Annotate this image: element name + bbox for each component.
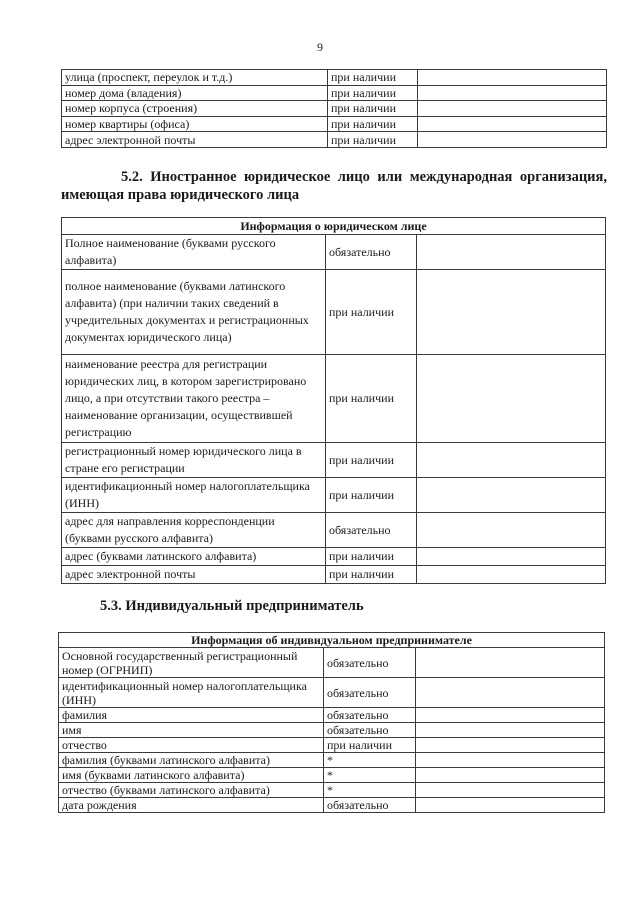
requirement: при наличии <box>328 70 418 86</box>
field-label: фамилия (буквами латинского алфавита) <box>59 753 324 768</box>
field-label: отчество (буквами латинского алфавита) <box>59 783 324 798</box>
table-row <box>62 116 607 132</box>
requirement: при наличии <box>326 478 417 513</box>
field-label: адрес для направления корреспонденции (буквами русского алфавита) <box>62 513 326 548</box>
requirement: обязательно <box>324 798 416 813</box>
value-cell[interactable] <box>417 478 606 513</box>
table-row <box>59 678 605 708</box>
field-label: адрес (буквами латинского алфавита) <box>62 548 326 566</box>
table-row <box>62 270 606 355</box>
field-label: идентификационный номер налогоплательщика (ИНН) <box>59 678 324 708</box>
field-label: номер корпуса (строения) <box>62 101 328 117</box>
value-cell[interactable] <box>417 548 606 566</box>
value-cell[interactable] <box>417 443 606 478</box>
table-row <box>59 648 605 678</box>
requirement: при наличии <box>328 85 418 101</box>
field-label: фамилия <box>59 708 324 723</box>
value-cell[interactable] <box>417 566 606 584</box>
value-cell[interactable] <box>416 798 605 813</box>
field-label: номер дома (владения) <box>62 85 328 101</box>
table-row <box>62 355 606 443</box>
value-cell[interactable] <box>416 768 605 783</box>
value-cell[interactable] <box>418 132 607 148</box>
field-label: дата рождения <box>59 798 324 813</box>
table-row <box>62 548 606 566</box>
field-label: имя <box>59 723 324 738</box>
requirement: при наличии <box>326 355 417 443</box>
value-cell[interactable] <box>417 513 606 548</box>
value-cell[interactable] <box>416 783 605 798</box>
table-header-row <box>59 633 605 648</box>
value-cell[interactable] <box>418 85 607 101</box>
legal-entity-table <box>61 217 606 584</box>
value-cell[interactable] <box>417 355 606 443</box>
requirement: при наличии <box>328 132 418 148</box>
table-row <box>62 85 607 101</box>
table-row <box>62 443 606 478</box>
requirement: * <box>324 783 416 798</box>
table-row <box>62 566 606 584</box>
field-label: Полное наименование (буквами русского алфавита) <box>62 235 326 270</box>
table-row <box>59 738 605 753</box>
table-row <box>59 708 605 723</box>
value-cell[interactable] <box>416 708 605 723</box>
requirement: обязательно <box>326 513 417 548</box>
table-row <box>62 235 606 270</box>
field-label: наименование реестра для регистрации юридических лиц, в котором зарегистрировано лицо, а при отсутствии такого реестра – наименование организации, осуществившей регистрацию <box>62 355 326 443</box>
table-row <box>59 798 605 813</box>
requirement: обязательно <box>324 723 416 738</box>
entrepreneur-table <box>58 632 605 813</box>
section-5-2-heading: 5.2. Иностранное юридическое лицо или международная организация, имеющая права юридического лица <box>61 169 607 203</box>
field-label: Основной государственный регистрационный номер (ОГРНИП) <box>59 648 324 678</box>
field-label: улица (проспект, переулок и т.д.) <box>62 70 328 86</box>
requirement: обязательно <box>326 235 417 270</box>
table-row <box>62 132 607 148</box>
requirement: при наличии <box>324 738 416 753</box>
address-continued-table <box>61 69 607 148</box>
value-cell[interactable] <box>416 738 605 753</box>
table-row <box>62 70 607 86</box>
section-5-3-heading: 5.3. Индивидуальный предприниматель <box>100 598 364 614</box>
table-row <box>59 783 605 798</box>
requirement: * <box>324 768 416 783</box>
field-label: адрес электронной почты <box>62 566 326 584</box>
value-cell[interactable] <box>417 270 606 355</box>
value-cell[interactable] <box>418 70 607 86</box>
value-cell[interactable] <box>416 678 605 708</box>
page-number: 9 <box>317 40 323 54</box>
value-cell[interactable] <box>416 753 605 768</box>
field-label: регистрационный номер юридического лица в стране его регистрации <box>62 443 326 478</box>
requirement: обязательно <box>324 648 416 678</box>
value-cell[interactable] <box>416 723 605 738</box>
requirement: при наличии <box>326 443 417 478</box>
table-header: Информация о юридическом лице <box>62 218 606 235</box>
field-label: номер квартиры (офиса) <box>62 116 328 132</box>
requirement: * <box>324 753 416 768</box>
value-cell[interactable] <box>416 648 605 678</box>
table-row <box>59 768 605 783</box>
table-header: Информация об индивидуальном предпринимателе <box>59 633 605 648</box>
requirement: при наличии <box>326 270 417 355</box>
requirement: при наличии <box>328 101 418 117</box>
table-row <box>62 478 606 513</box>
value-cell[interactable] <box>418 101 607 117</box>
field-label: идентификационный номер налогоплательщика (ИНН) <box>62 478 326 513</box>
requirement: при наличии <box>326 566 417 584</box>
table-row <box>59 753 605 768</box>
field-label: адрес электронной почты <box>62 132 328 148</box>
table-row <box>62 101 607 117</box>
requirement: обязательно <box>324 678 416 708</box>
table-row <box>62 513 606 548</box>
table-row <box>59 723 605 738</box>
requirement: при наличии <box>328 116 418 132</box>
requirement: при наличии <box>326 548 417 566</box>
table-header-row <box>62 218 606 235</box>
field-label: имя (буквами латинского алфавита) <box>59 768 324 783</box>
value-cell[interactable] <box>417 235 606 270</box>
field-label: отчество <box>59 738 324 753</box>
requirement: обязательно <box>324 708 416 723</box>
value-cell[interactable] <box>418 116 607 132</box>
field-label: полное наименование (буквами латинского алфавита) (при наличии таких сведений в учредительных документах и регистрационных документах юридического лица) <box>62 270 326 355</box>
